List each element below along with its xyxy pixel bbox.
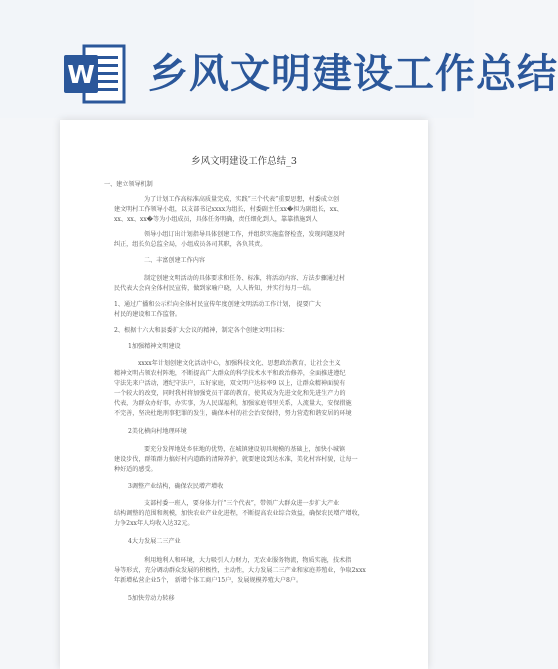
word-document-icon (62, 40, 130, 108)
paragraph-line: 不完善，坚决杜绝刑事犯罪的发生，确保本村的社会治安保持，努力营造和谐安居的环境 (114, 410, 352, 417)
sub-heading: 1加强精神文明建设 (128, 343, 181, 350)
paragraph-line: 制定创建文明活动的具体要求和任务、标准，将活动内容、方法步骤通过村 (144, 275, 346, 282)
paragraph-line: 守法先来户活动，遵纪守法户，五好家庭，双文明户达标率9 以上，让群众精神面貌有 (114, 380, 346, 387)
paragraph-line: 一个较大的改变，同时我村将加强党员干部的教育，使其成为先进文化和先进生产力的 (114, 390, 346, 397)
section-heading: 一、建立领导机制 (104, 181, 153, 188)
paragraph-line: 建文明村工作领导小组，以支部书记xxxx为组长，村委副主任xx�担为副组长，xx、 (114, 206, 343, 213)
document-page (60, 120, 428, 669)
paragraph-line: 精神文明占领农村阵地，不断提高广大群众的科学技术水平和政治修养，全面推进遵纪 (114, 370, 346, 377)
sub-heading: 3调整产业结构，确保农民增产增收 (128, 483, 224, 490)
paragraph-line: 建设步伐，群策群力搞好村内道路的清障养护，就要建设到达水准，美化村容村貌，让每一 (114, 456, 358, 463)
paragraph-line: 年新增私营企业5个， 新增个体工商户15户，发展规模养殖大户8户。 (114, 577, 303, 584)
sub-heading: 2美化横向村地理环境 (128, 428, 187, 435)
paragraph-line: xxxx年计划创建文化活动中心，加强科技文化、思想政治教育，让社会主义 (138, 360, 341, 367)
document-title: 乡风文明建设工作总结_3 (191, 156, 297, 167)
paragraph-line: 领导小组订出计划指导具体创建工作，并组织实施监督检查，发现问题及时 (144, 231, 346, 238)
paragraph-line: 代表，为群众办好事，办实事，为人民谋福利，加强家庭邻里关系，人流量大，安保措施 (114, 400, 352, 407)
paragraph-line: 2、根据十六大和县委扩大会议的精神，制定各个创建文明目标： (114, 327, 289, 334)
word-icon-letter: W (67, 60, 95, 89)
paragraph-line: 支部村委一班人，要身体力行“三个代表”，带领广大群众进一步扩大产业 (144, 500, 340, 507)
section-heading: 二、丰富创建工作内容 (144, 257, 205, 264)
paragraph-line: xx、xx、xx�等为小组成员，具体任务明确，责任细化到人，靠靠措施到人 (114, 216, 318, 223)
paragraph-line: 纠正，组长负总监全局，小组成员各司其职，各负其责。 (114, 241, 267, 248)
banner (0, 0, 558, 118)
sub-heading: 4大力发展二三产业 (128, 538, 181, 545)
paragraph-line: 利用地利人和环境，大力吸引人力财力，无农业服务物流，物质实施，技术指 (144, 557, 352, 564)
paragraph-line: 民代表大会向全体村民宣传，做到家喻户晓，人人皆知，并实行每月一结。 (114, 285, 316, 292)
paragraph-line: 力争2xx年人均收入达32元。 (114, 520, 194, 527)
paragraph-line: 为了计划工作高标准高质量完成，实践“三个代表”重要思想，村委成立创 (144, 196, 340, 203)
sub-heading: 5加快劳动力转移 (128, 595, 175, 602)
paragraph-line: 村民的建设和工作监督。 (114, 311, 182, 318)
paragraph-line: 要充分发挥地处乡驻地的优势，在城镇建设初具规模的基础上，加快小城镇 (144, 446, 346, 453)
paragraph-line: 导等形式，充分调动群众发展的积极性，主动性，大力发展二三产业和家庭养殖业，争取2xxx (114, 567, 366, 574)
paragraph-line: 种好适的感受。 (114, 466, 157, 473)
paragraph-line: 1、通过广播和公示栏向全体村民宣传年度创建文明活动工作计划， 提要广大 (114, 301, 321, 308)
banner-title: 乡风文明建设工作总结 (148, 51, 558, 97)
paragraph-line: 结构调整的范围和规模，加快农业产业化进程，不断提高农业综合效益，确保农民增产增收， (114, 510, 364, 517)
